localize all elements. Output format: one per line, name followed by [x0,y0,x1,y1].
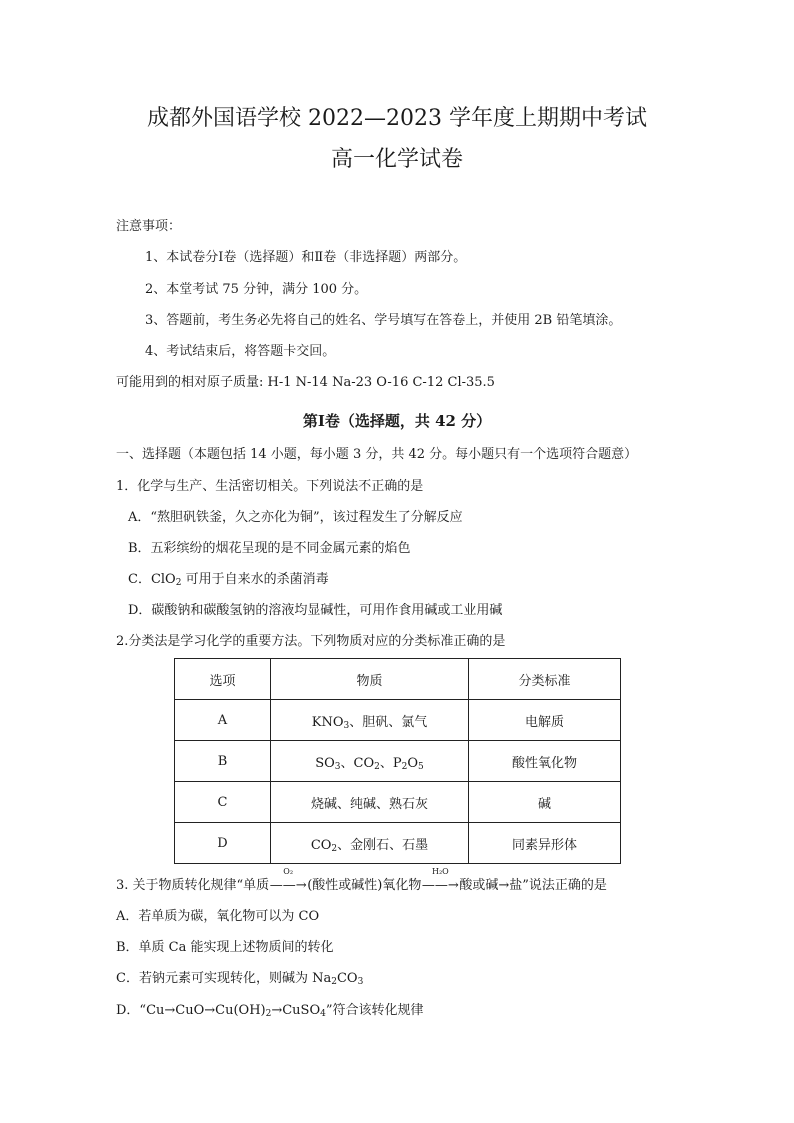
section-heading: 第Ⅰ卷（选择题，共 42 分） [302,412,492,430]
notice-item: 3、答题前，考生务必先将自己的姓名、学号填写在答卷上，并使用 2B 铅笔填涂。 [145,313,622,328]
q1-option-a: A．“熬胆矾铁釜，久之亦化为铜”，该过程发生了分解反应 [128,510,463,525]
table-row [175,700,621,741]
q1-stem: 1．化学与生产、生活密切相关。下列说法不正确的是 [116,479,424,494]
atomic-masses: 可能用到的相对原子质量: H-1 N-14 Na-23 O-16 C-12 Cl-35.5 [116,375,495,390]
notice-heading: 注意事项： [116,219,182,234]
notice-item: 4、考试结束后，将答题卡交回。 [145,344,336,359]
q3-option-c: C．若钠元素可实现转化，则碱为 $Na_2CO_3$ [116,971,364,987]
exam-title: 成都外国语学校 2022—2023 学年度上期期中考试 [147,106,647,131]
table-cell-substance: $CO_2$、金刚石、石墨 [271,823,469,864]
table-cell-standard: 碱 [469,782,621,823]
reaction-arrow-icon: O₂ ——→ [269,867,307,893]
table-cell-option: B [175,741,271,782]
table-cell-standard: 电解质 [469,700,621,741]
q1-option-b: B．五彩缤纷的烟花呈现的是不同金属元素的焰色 [128,541,411,556]
table-header-cell: 选项 [175,659,271,700]
notice-item: 1、本试卷分Ⅰ卷（选择题）和Ⅱ卷（非选择题）两部分。 [145,250,467,265]
q3-stem: 3. 关于物质转化规律“单质 O₂ ——→(酸性或碱性)氧化物 H₂O ——→酸或碱→盐”说法正确的是 [116,867,607,893]
table-cell-substance: $KNO_3$、胆矾、氯气 [271,700,469,741]
q3-option-b: B．单质 Ca 能实现上述物质间的转化 [116,940,334,955]
table-row [175,782,621,823]
table-cell-option: D [175,823,271,864]
q1-option-c: C．ClO$_2$ 可用于自来水的杀菌消毒 [128,572,329,588]
table-row [175,823,621,864]
q2-stem: 2.分类法是学习化学的重要方法。下列物质对应的分类标准正确的是 [116,634,506,649]
table-cell-standard: 酸性氧化物 [469,741,621,782]
q1-option-d: D．碳酸钠和碳酸氢钠的溶液均显碱性，可用作食用碱或工业用碱 [128,603,503,618]
table-header-cell: 物质 [271,659,469,700]
table-cell-option: A [175,700,271,741]
reaction-arrow-icon: H₂O ——→ [421,867,459,893]
table-cell-substance: $SO_3$、$CO_2$、$P_2O_5$ [271,741,469,782]
table-cell-option: C [175,782,271,823]
classification-table [174,658,621,864]
exam-subtitle: 高一化学试卷 [330,147,463,172]
table-cell-standard: 同素异形体 [469,823,621,864]
table-header-cell: 分类标准 [469,659,621,700]
section-instruction: 一、选择题（本题包括 14 小题，每小题 3 分，共 42 分。每小题只有一个选项符合题意） [116,447,638,462]
table-cell-substance: 烧碱、纯碱、熟石灰 [271,782,469,823]
notice-item: 2、本堂考试 75 分钟，满分 100 分。 [145,282,368,297]
table-header-row [175,659,621,700]
table-row [175,741,621,782]
q3-option-d: D．“$Cu\to CuO\to Cu(OH)_2\to CuSO_4$”符合该转化规律 [116,1003,424,1019]
q3-option-a: A．若单质为碳，氧化物可以为 CO [116,909,320,924]
